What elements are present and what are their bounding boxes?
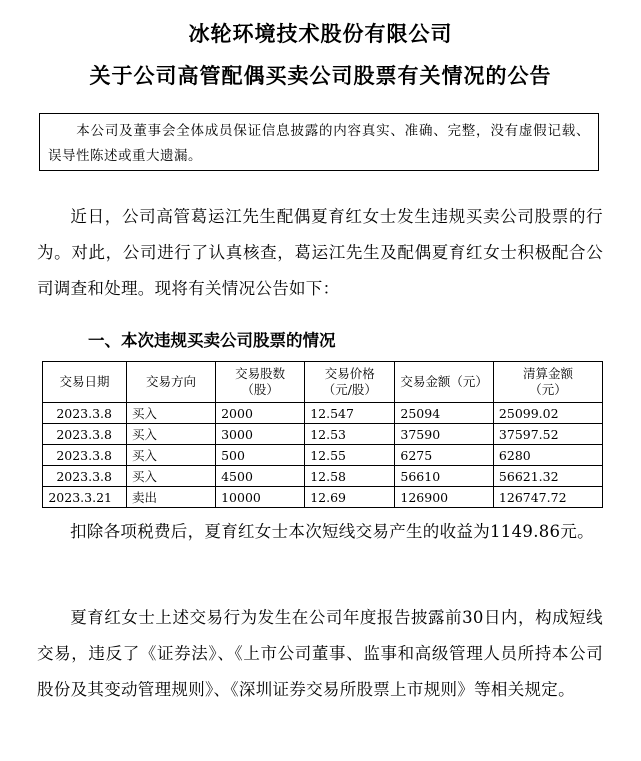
cell-amount: 56610	[395, 466, 494, 487]
col-header-shares: 交易股数 （股）	[216, 362, 305, 403]
table-header-row	[43, 362, 603, 403]
profit-paragraph	[37, 514, 603, 550]
section-heading: 一、本次违规买卖公司股票的情况	[88, 331, 336, 350]
cell-settlement: 37597.52	[493, 424, 602, 445]
col-header-price: 交易价格 （元/股）	[305, 362, 395, 403]
table-row	[43, 445, 603, 466]
disclaimer-text: 本公司及董事会全体成员保证信息披露的内容真实、准确、完整，没有虚假记载、误导性陈述或重大遗漏。	[48, 123, 590, 164]
cell-direction: 卖出	[126, 487, 215, 508]
cell-date: 2023.3.8	[43, 403, 127, 424]
intro-paragraph	[37, 199, 603, 307]
cell-date: 2023.3.8	[43, 424, 127, 445]
cell-amount: 25094	[395, 403, 494, 424]
cell-direction: 买入	[126, 424, 215, 445]
cell-settlement: 56621.32	[493, 466, 602, 487]
cell-shares: 2000	[216, 403, 305, 424]
cell-price: 12.55	[305, 445, 395, 466]
cell-price: 12.547	[305, 403, 395, 424]
transaction-table	[42, 361, 603, 508]
intro-text: 近日，公司高管葛运江先生配偶夏育红女士发生违规买卖公司股票的行为。对此，公司进行了认真核查，葛运江先生及配偶夏育红女士积极配合公司调查和处理。现将有关情况公告如下：	[37, 207, 603, 298]
cell-shares: 500	[216, 445, 305, 466]
cell-price: 12.58	[305, 466, 395, 487]
cell-direction: 买入	[126, 466, 215, 487]
table-row	[43, 424, 603, 445]
cell-amount: 37590	[395, 424, 494, 445]
table-row	[43, 466, 603, 487]
cell-amount: 126900	[395, 487, 494, 508]
cell-settlement: 126747.72	[493, 487, 602, 508]
cell-price: 12.69	[305, 487, 395, 508]
violation-text: 夏育红女士上述交易行为发生在公司年度报告披露前30日内，构成短线交易，违反了《证券法》、《上市公司董事、监事和高级管理人员所持本公司股份及其变动管理规则》、《深圳证券交易所股票上市规则》等相关规定。	[37, 608, 603, 699]
col-header-direction: 交易方向	[126, 362, 215, 403]
cell-direction: 买入	[126, 445, 215, 466]
cell-price: 12.53	[305, 424, 395, 445]
disclaimer-box	[39, 113, 599, 171]
cell-amount: 6275	[395, 445, 494, 466]
col-header-amount: 交易金额（元）	[395, 362, 494, 403]
table-row	[43, 403, 603, 424]
cell-direction: 买入	[126, 403, 215, 424]
cell-date: 2023.3.8	[43, 466, 127, 487]
profit-text: 扣除各项税费后，夏育红女士本次短线交易产生的收益为1149.86元。	[70, 522, 594, 541]
table-row	[43, 487, 603, 508]
cell-shares: 3000	[216, 424, 305, 445]
cell-shares: 4500	[216, 466, 305, 487]
company-name: 冰轮环境技术股份有限公司	[188, 22, 453, 46]
cell-shares: 10000	[216, 487, 305, 508]
cell-settlement: 25099.02	[493, 403, 602, 424]
cell-date: 2023.3.21	[43, 487, 127, 508]
col-header-date: 交易日期	[43, 362, 127, 403]
cell-settlement: 6280	[493, 445, 602, 466]
col-header-settlement: 清算金额 （元）	[493, 362, 602, 403]
cell-date: 2023.3.8	[43, 445, 127, 466]
announcement-title: 关于公司高管配偶买卖公司股票有关情况的公告	[89, 64, 552, 88]
violation-paragraph	[37, 600, 603, 708]
